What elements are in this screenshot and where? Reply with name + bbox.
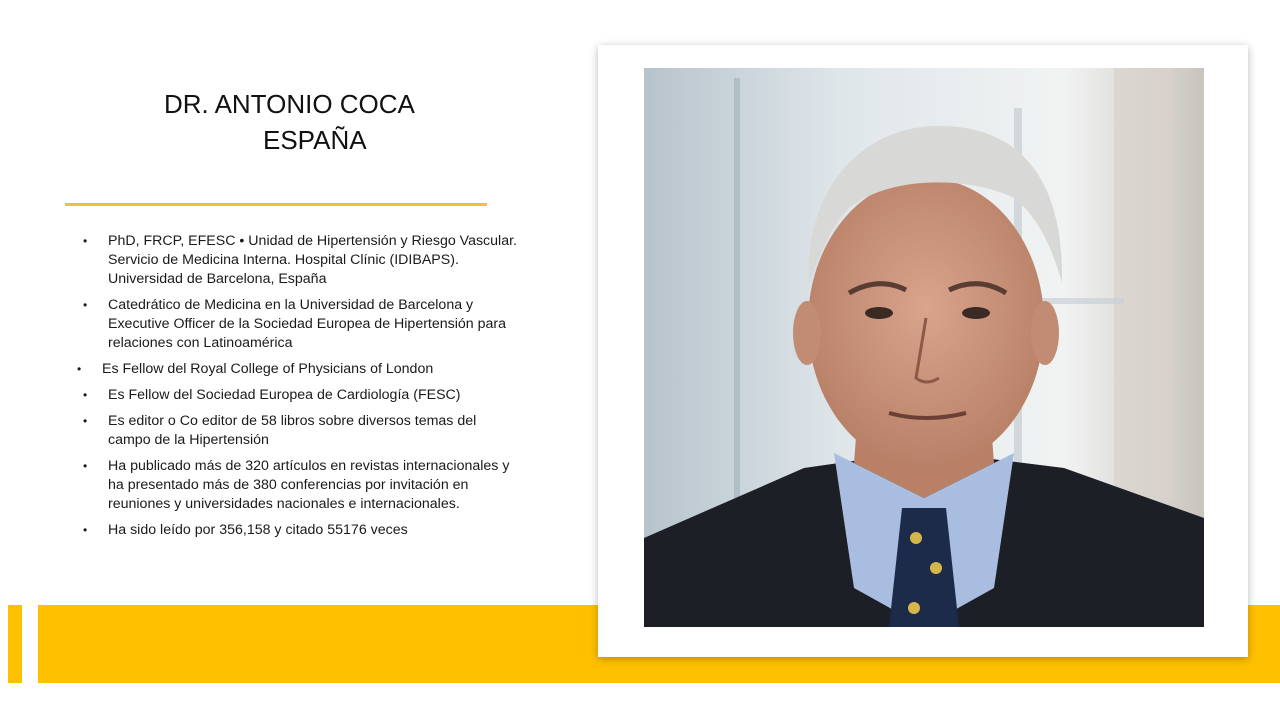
portrait-illustration [644, 68, 1204, 627]
bullet-item: • Ha publicado más de 320 artículos en revistas internacionales y ha presentado más de 380 conferencias por invitación en reuniones y universidades nacionales e internacionales. [78, 457, 518, 514]
bullet-item: • Es editor o Co editor de 58 libros sobre diversos temas del campo de la Hipertensión [78, 412, 518, 450]
bullet-item: • PhD, FRCP, EFESC • Unidad de Hipertensión y Riesgo Vascular. Servicio de Medicina Interna. Hospital Clínic (IDIBAPS). Universidad de Barcelona, España [78, 232, 518, 289]
slide-title [130, 86, 510, 158]
bio-bullet-list [78, 232, 518, 547]
portrait-photo [644, 68, 1204, 627]
bullet-item: • Es Fellow del Royal College of Physicians of London [72, 360, 518, 379]
title-name: DR. ANTONIO COCA [164, 89, 415, 119]
photo-frame [598, 45, 1248, 657]
title-underline [65, 203, 487, 206]
bullet-item: • Ha sido leído por 356,158 y citado 55176 veces [78, 521, 518, 540]
accent-band-small [8, 605, 22, 683]
bullet-item: • Catedrático de Medicina en la Universidad de Barcelona y Executive Officer de la Sociedad Europea de Hipertensión para relaciones con Latinoamérica [78, 296, 518, 353]
title-country: ESPAÑA [263, 125, 367, 155]
bullet-item: • Es Fellow del Sociedad Europea de Cardiología (FESC) [78, 386, 518, 405]
